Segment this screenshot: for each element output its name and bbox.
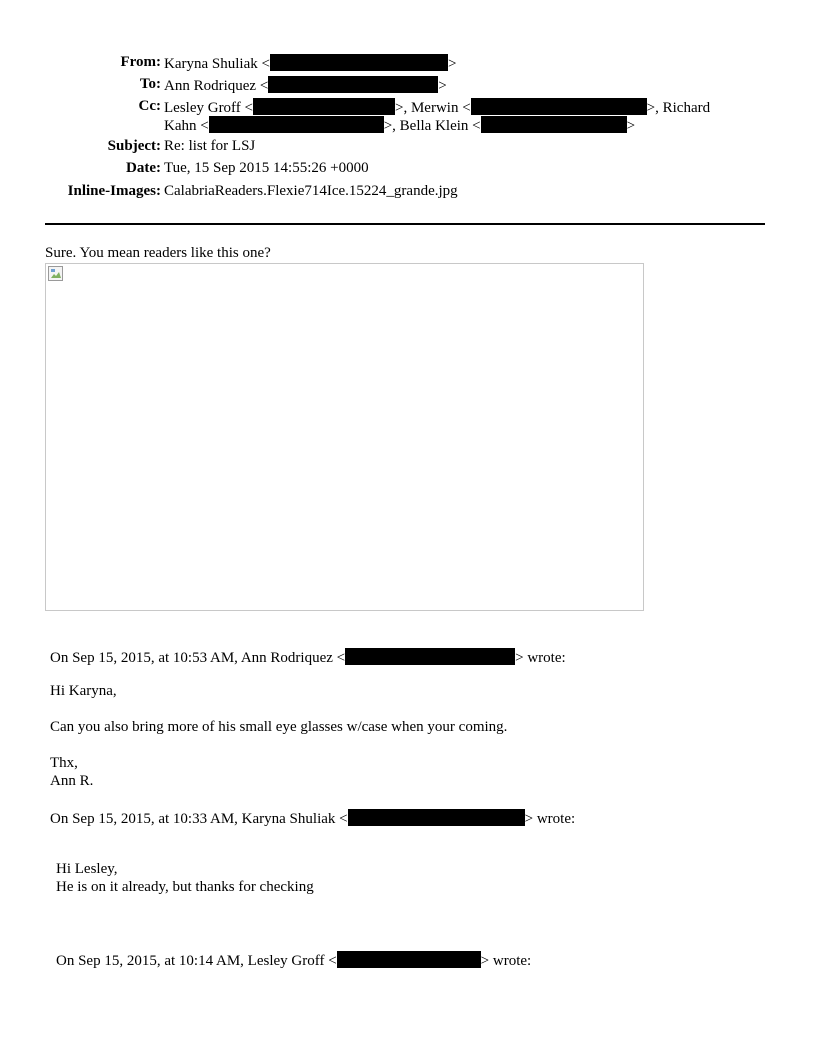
redaction-block [471,98,647,115]
date-label: Date: [126,160,161,176]
subject-value: Re: list for LSJ [164,138,256,154]
cc-value-line1: Lesley Groff < >, Merwin < >, Richard [164,100,711,116]
from-label: From: [120,54,161,70]
redaction-block [270,54,448,71]
quote1-greeting: Hi Karyna, [50,683,117,699]
broken-image-icon [48,266,64,282]
quote1-message: Can you also bring more of his small eye glasses w/case when your coming. [50,719,508,735]
quote2-attribution: On Sep 15, 2015, at 10:33 AM, Karyna Shuliak < > wrote: [50,811,576,827]
from-value: Karyna Shuliak < > [164,56,457,72]
header-divider [45,223,765,225]
inline-images-value: CalabriaReaders.Flexie714Ice.15224_grande.jpg [164,183,458,199]
quote3-attribution: On Sep 15, 2015, at 10:14 AM, Lesley Groff < > wrote: [56,953,532,969]
quote1-signoff-line2: Ann R. [50,773,94,789]
reply-text: Sure. You mean readers like this one? [45,245,271,261]
redaction-block [209,116,384,133]
quote2-greeting: Hi Lesley, [56,861,118,877]
redaction-block [345,648,515,665]
to-value: Ann Rodriquez < > [164,78,447,94]
subject-label: Subject: [107,138,161,154]
inline-image-placeholder [45,263,644,611]
redaction-block [268,76,438,93]
redaction-block [481,116,627,133]
from-name: Karyna Shuliak < [164,56,270,72]
quote1-signoff-line1: Thx, [50,755,78,771]
date-value: Tue, 15 Sep 2015 14:55:26 +0000 [164,160,369,176]
to-label: To: [139,76,161,92]
quote1-attribution: On Sep 15, 2015, at 10:53 AM, Ann Rodriquez < > wrote: [50,650,566,666]
redaction-block [253,98,395,115]
cc-value-line2: Kahn < >, Bella Klein < > [164,118,636,134]
inline-images-label: Inline-Images: [67,183,161,199]
quote2-message: He is on it already, but thanks for checking [56,879,314,895]
to-name: Ann Rodriquez < [164,78,269,94]
cc-label: Cc: [138,98,161,114]
redaction-block [348,809,525,826]
redaction-block [337,951,481,968]
